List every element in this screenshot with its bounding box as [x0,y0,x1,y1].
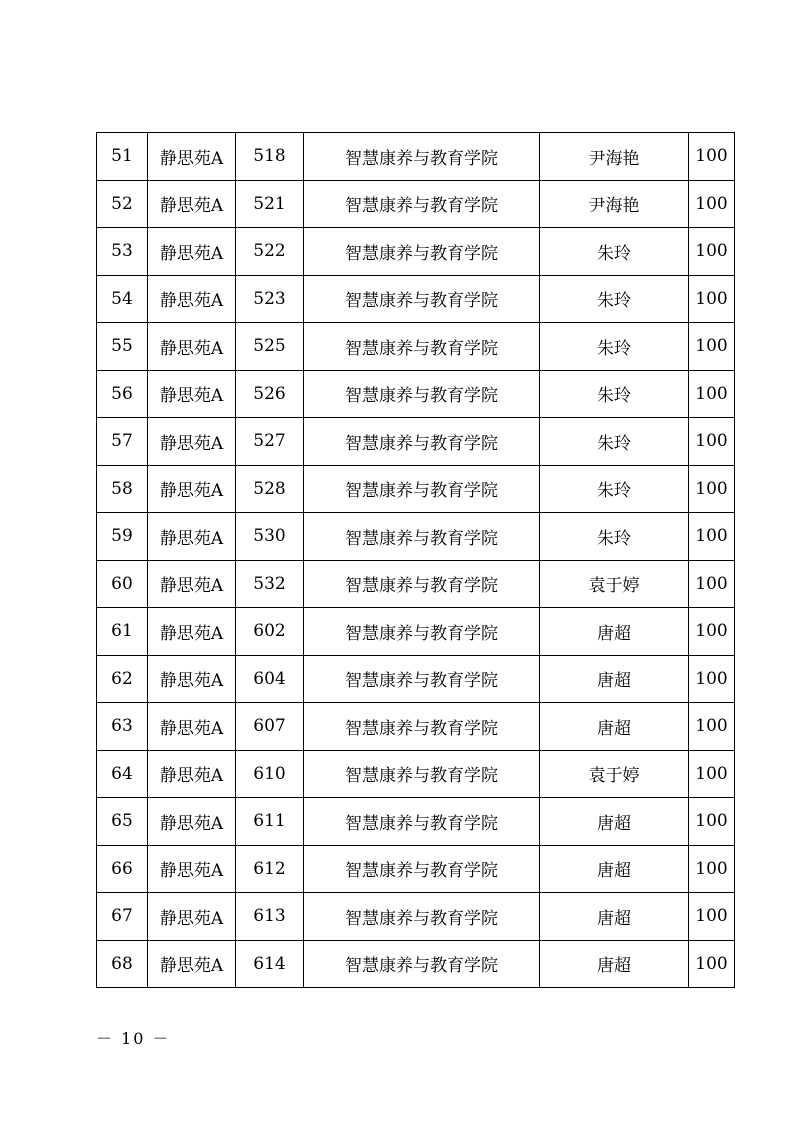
row-number-cell: 61 [97,608,148,656]
college-cell: 智慧康养与教育学院 [304,893,540,941]
dormitory-score-table [96,132,735,988]
score-cell: 100 [689,180,735,228]
table-row [97,560,735,608]
row-number-cell: 56 [97,370,148,418]
college-cell: 智慧康养与教育学院 [304,940,540,988]
score-cell: 100 [689,608,735,656]
room-number-cell: 521 [236,180,304,228]
room-number-cell: 607 [236,703,304,751]
college-cell: 智慧康养与教育学院 [304,655,540,703]
table-row [97,893,735,941]
row-number-cell: 65 [97,798,148,846]
counselor-cell: 唐超 [540,893,689,941]
counselor-cell: 袁于婷 [540,750,689,798]
college-cell: 智慧康养与教育学院 [304,750,540,798]
table-row [97,750,735,798]
college-cell: 智慧康养与教育学院 [304,323,540,371]
row-number-cell: 57 [97,418,148,466]
room-number-cell: 612 [236,845,304,893]
row-number-cell: 67 [97,893,148,941]
college-cell: 智慧康养与教育学院 [304,275,540,323]
room-number-cell: 530 [236,513,304,561]
counselor-cell: 唐超 [540,655,689,703]
college-cell: 智慧康养与教育学院 [304,798,540,846]
table-row [97,798,735,846]
table-row [97,513,735,561]
score-cell: 100 [689,275,735,323]
row-number-cell: 51 [97,133,148,181]
counselor-cell: 唐超 [540,608,689,656]
building-cell: 静思苑A [148,180,236,228]
score-cell: 100 [689,228,735,276]
room-number-cell: 527 [236,418,304,466]
table-row [97,180,735,228]
table-row [97,703,735,751]
building-cell: 静思苑A [148,845,236,893]
room-number-cell: 611 [236,798,304,846]
building-cell: 静思苑A [148,133,236,181]
score-cell: 100 [689,845,735,893]
counselor-cell: 朱玲 [540,323,689,371]
counselor-cell: 唐超 [540,703,689,751]
counselor-cell: 唐超 [540,798,689,846]
room-number-cell: 614 [236,940,304,988]
counselor-cell: 尹海艳 [540,180,689,228]
building-cell: 静思苑A [148,560,236,608]
building-cell: 静思苑A [148,275,236,323]
score-cell: 100 [689,893,735,941]
college-cell: 智慧康养与教育学院 [304,513,540,561]
table-row [97,370,735,418]
building-cell: 静思苑A [148,655,236,703]
score-cell: 100 [689,750,735,798]
building-cell: 静思苑A [148,370,236,418]
score-cell: 100 [689,133,735,181]
college-cell: 智慧康养与教育学院 [304,418,540,466]
college-cell: 智慧康养与教育学院 [304,228,540,276]
building-cell: 静思苑A [148,323,236,371]
counselor-cell: 朱玲 [540,513,689,561]
room-number-cell: 526 [236,370,304,418]
counselor-cell: 唐超 [540,940,689,988]
building-cell: 静思苑A [148,750,236,798]
room-number-cell: 604 [236,655,304,703]
page-number: － 10 － [96,1029,171,1048]
counselor-cell: 朱玲 [540,370,689,418]
college-cell: 智慧康养与教育学院 [304,608,540,656]
table-row [97,940,735,988]
college-cell: 智慧康养与教育学院 [304,133,540,181]
room-number-cell: 610 [236,750,304,798]
score-cell: 100 [689,798,735,846]
score-cell: 100 [689,465,735,513]
row-number-cell: 66 [97,845,148,893]
room-number-cell: 525 [236,323,304,371]
counselor-cell: 袁于婷 [540,560,689,608]
row-number-cell: 64 [97,750,148,798]
table-row [97,465,735,513]
building-cell: 静思苑A [148,893,236,941]
table-body [97,133,735,988]
table-row [97,608,735,656]
room-number-cell: 522 [236,228,304,276]
table-row [97,845,735,893]
score-cell: 100 [689,940,735,988]
row-number-cell: 59 [97,513,148,561]
row-number-cell: 60 [97,560,148,608]
college-cell: 智慧康养与教育学院 [304,703,540,751]
table-row [97,275,735,323]
college-cell: 智慧康养与教育学院 [304,180,540,228]
building-cell: 静思苑A [148,940,236,988]
counselor-cell: 朱玲 [540,275,689,323]
college-cell: 智慧康养与教育学院 [304,560,540,608]
building-cell: 静思苑A [148,228,236,276]
table-row [97,323,735,371]
row-number-cell: 63 [97,703,148,751]
row-number-cell: 52 [97,180,148,228]
building-cell: 静思苑A [148,703,236,751]
room-number-cell: 518 [236,133,304,181]
row-number-cell: 62 [97,655,148,703]
score-cell: 100 [689,655,735,703]
room-number-cell: 523 [236,275,304,323]
counselor-cell: 唐超 [540,845,689,893]
table-row [97,228,735,276]
score-cell: 100 [689,513,735,561]
counselor-cell: 朱玲 [540,418,689,466]
room-number-cell: 528 [236,465,304,513]
counselor-cell: 朱玲 [540,228,689,276]
building-cell: 静思苑A [148,608,236,656]
building-cell: 静思苑A [148,513,236,561]
building-cell: 静思苑A [148,798,236,846]
score-cell: 100 [689,703,735,751]
row-number-cell: 68 [97,940,148,988]
college-cell: 智慧康养与教育学院 [304,370,540,418]
building-cell: 静思苑A [148,418,236,466]
score-cell: 100 [689,560,735,608]
college-cell: 智慧康养与教育学院 [304,465,540,513]
table-row [97,133,735,181]
row-number-cell: 54 [97,275,148,323]
room-number-cell: 532 [236,560,304,608]
table-row [97,655,735,703]
score-cell: 100 [689,418,735,466]
row-number-cell: 53 [97,228,148,276]
room-number-cell: 602 [236,608,304,656]
score-cell: 100 [689,370,735,418]
table-row [97,418,735,466]
score-cell: 100 [689,323,735,371]
college-cell: 智慧康养与教育学院 [304,845,540,893]
room-number-cell: 613 [236,893,304,941]
counselor-cell: 尹海艳 [540,133,689,181]
counselor-cell: 朱玲 [540,465,689,513]
row-number-cell: 55 [97,323,148,371]
row-number-cell: 58 [97,465,148,513]
building-cell: 静思苑A [148,465,236,513]
